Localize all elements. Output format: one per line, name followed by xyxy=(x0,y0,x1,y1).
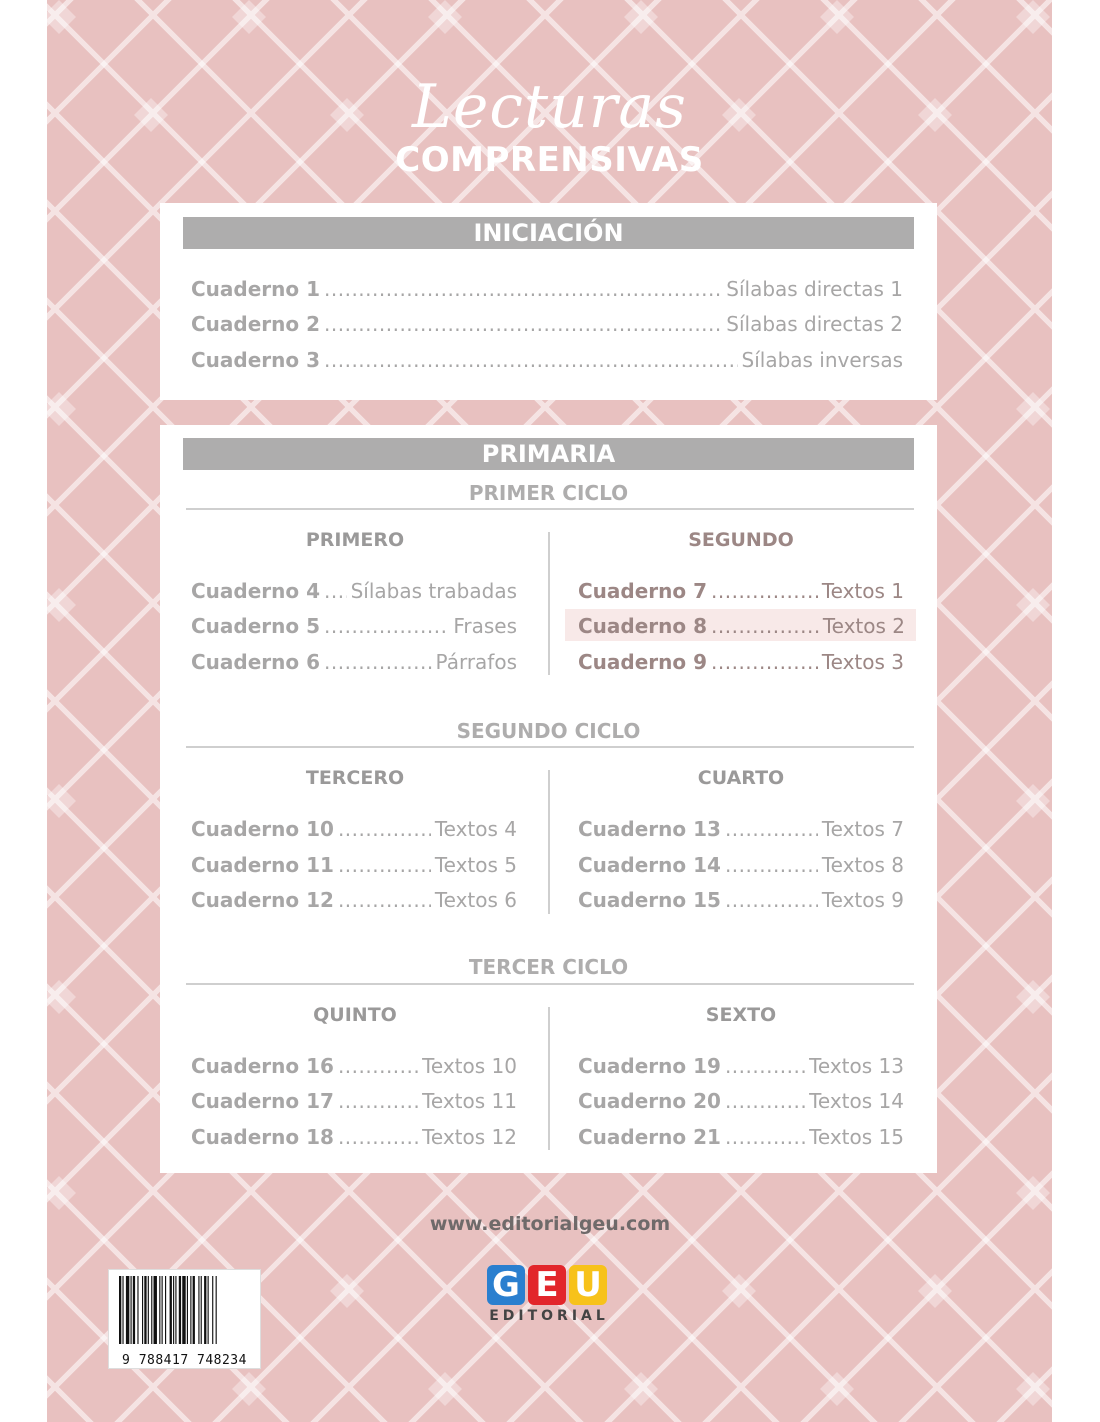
geu-editorial-logo xyxy=(487,1265,611,1324)
leader-dots xyxy=(324,277,722,301)
cycle-title: SEGUNDO CICLO xyxy=(456,719,641,743)
list-item-highlighted xyxy=(565,609,916,641)
logo-letter-u: U xyxy=(569,1265,607,1305)
decor-diamond xyxy=(1016,784,1050,818)
list-item xyxy=(578,650,904,674)
list-item xyxy=(191,312,903,336)
item-value: Textos 15 xyxy=(809,1125,904,1149)
decor-diamond xyxy=(624,1372,658,1406)
leader-dots xyxy=(338,817,431,841)
column-title: SEGUNDO xyxy=(688,529,794,551)
list-item xyxy=(578,853,904,877)
column-title: CUARTO xyxy=(697,767,785,789)
leader-dots xyxy=(324,579,347,603)
barcode-bar xyxy=(182,1276,185,1344)
item-value: Sílabas directas 1 xyxy=(726,277,903,301)
barcode-bar xyxy=(122,1276,123,1344)
publisher-website[interactable]: www.editorialgeu.com xyxy=(429,1213,671,1235)
leader-dots xyxy=(711,614,819,638)
item-value: Textos 13 xyxy=(809,1054,904,1078)
barcode-bar xyxy=(131,1276,132,1344)
item-value: Textos 6 xyxy=(434,888,517,912)
series-title-script: Lecturas xyxy=(412,72,687,142)
decor-diamond xyxy=(47,392,76,426)
item-label: Cuaderno 5 xyxy=(191,614,321,638)
decor-diamond xyxy=(1016,392,1050,426)
leader-dots xyxy=(725,1054,805,1078)
item-label: Cuaderno 11 xyxy=(191,853,334,877)
item-label: Cuaderno 3 xyxy=(191,348,321,372)
barcode-bar xyxy=(142,1276,143,1344)
barcode-bar xyxy=(165,1276,166,1344)
barcode-bar xyxy=(179,1276,181,1344)
item-label: Cuaderno 9 xyxy=(578,650,708,674)
item-label: Cuaderno 13 xyxy=(578,817,721,841)
barcode-bar xyxy=(190,1276,191,1344)
barcode-bar xyxy=(144,1276,146,1344)
leader-dots xyxy=(725,1125,805,1149)
isbn-barcode xyxy=(108,1269,261,1369)
list-item xyxy=(191,1054,517,1078)
barcode-bar xyxy=(204,1276,206,1344)
item-label: Cuaderno 4 xyxy=(191,579,321,603)
list-item xyxy=(578,579,904,603)
column-divider xyxy=(548,1007,550,1150)
iniciacion-heading: INICIACIÓN xyxy=(183,217,914,249)
decor-diamond xyxy=(47,0,76,34)
leader-dots xyxy=(338,888,431,912)
column-title: PRIMERO xyxy=(305,529,405,551)
list-item xyxy=(191,277,903,301)
item-label: Cuaderno 18 xyxy=(191,1125,334,1149)
logo-letter-e: E xyxy=(528,1265,566,1305)
item-value: Textos 8 xyxy=(821,853,904,877)
barcode-bar xyxy=(162,1276,163,1344)
item-value: Textos 2 xyxy=(822,614,905,638)
list-item xyxy=(191,614,517,638)
column-title: SEXTO xyxy=(705,1004,777,1026)
list-item xyxy=(191,888,517,912)
list-item xyxy=(191,650,517,674)
barcode-bar xyxy=(170,1276,172,1344)
list-item xyxy=(578,817,904,841)
barcode-bar xyxy=(175,1276,176,1344)
leader-dots xyxy=(338,1054,418,1078)
divider xyxy=(186,508,914,510)
decor-diamond xyxy=(330,1274,364,1308)
leader-dots xyxy=(338,853,431,877)
decor-diamond xyxy=(428,1372,462,1406)
item-label: Cuaderno 16 xyxy=(191,1054,334,1078)
item-label: Cuaderno 2 xyxy=(191,312,321,336)
barcode-bar xyxy=(151,1276,152,1344)
logo-letter-g: G xyxy=(487,1265,525,1305)
item-label: Cuaderno 14 xyxy=(578,853,721,877)
list-item xyxy=(191,853,517,877)
item-value: Textos 10 xyxy=(422,1054,517,1078)
barcode-bar xyxy=(212,1276,213,1344)
item-value: Textos 9 xyxy=(821,888,904,912)
item-value: Textos 7 xyxy=(821,817,904,841)
leader-dots xyxy=(725,1089,805,1113)
decor-diamond xyxy=(624,0,658,34)
list-item xyxy=(191,579,517,603)
decor-diamond xyxy=(1016,588,1050,622)
barcode-bar xyxy=(154,1276,157,1344)
list-item xyxy=(191,348,903,372)
leader-dots xyxy=(338,1089,418,1113)
barcode-bar xyxy=(137,1276,138,1344)
item-label: Cuaderno 1 xyxy=(191,277,321,301)
leader-dots xyxy=(324,650,432,674)
list-item xyxy=(191,817,517,841)
primaria-panel xyxy=(160,425,937,1173)
decor-diamond xyxy=(820,1372,854,1406)
barcode-bar xyxy=(126,1276,129,1344)
logo-subtitle: EDITORIAL xyxy=(489,1308,609,1324)
item-value: Textos 11 xyxy=(422,1089,517,1113)
barcode-bar xyxy=(159,1276,160,1344)
cycle-title: PRIMER CICLO xyxy=(468,481,629,505)
back-cover xyxy=(47,0,1052,1422)
list-item xyxy=(578,1054,904,1078)
item-value: Textos 1 xyxy=(821,579,904,603)
decor-diamond xyxy=(1016,0,1050,34)
barcode-bar xyxy=(198,1276,199,1344)
cycle-title: TERCER CICLO xyxy=(468,955,629,979)
barcode-bar xyxy=(201,1276,202,1344)
item-value: Frases xyxy=(453,614,517,638)
item-value: Textos 14 xyxy=(809,1089,904,1113)
item-label: Cuaderno 19 xyxy=(578,1054,721,1078)
list-item xyxy=(578,1089,904,1113)
leader-dots xyxy=(725,888,818,912)
logo-tiles xyxy=(487,1265,611,1305)
barcode-bar xyxy=(148,1276,149,1344)
decor-diamond xyxy=(47,784,76,818)
item-label: Cuaderno 21 xyxy=(578,1125,721,1149)
leader-dots xyxy=(324,312,722,336)
item-label: Cuaderno 10 xyxy=(191,817,334,841)
item-value: Textos 12 xyxy=(422,1125,517,1149)
decor-diamond xyxy=(1016,1176,1050,1210)
decor-diamond xyxy=(820,0,854,34)
list-item xyxy=(578,1125,904,1149)
list-item xyxy=(191,1089,517,1113)
item-label: Cuaderno 20 xyxy=(578,1089,721,1113)
barcode-bars xyxy=(109,1270,260,1350)
column-title: QUINTO xyxy=(313,1004,397,1026)
decor-diamond xyxy=(722,1274,756,1308)
item-label: Cuaderno 7 xyxy=(578,579,708,603)
list-item xyxy=(578,888,904,912)
series-title-bold: COMPRENSIVAS xyxy=(395,140,704,180)
decor-diamond xyxy=(47,588,76,622)
primaria-heading: PRIMARIA xyxy=(183,438,914,470)
item-label: Cuaderno 17 xyxy=(191,1089,334,1113)
item-label: Cuaderno 12 xyxy=(191,888,334,912)
item-value: Textos 4 xyxy=(434,817,517,841)
isbn-number: 9 788417 748234 xyxy=(122,1353,247,1368)
leader-dots xyxy=(324,614,449,638)
item-label: Cuaderno 6 xyxy=(191,650,321,674)
leader-dots xyxy=(711,579,818,603)
item-value: Textos 3 xyxy=(821,650,904,674)
item-value: Textos 5 xyxy=(434,853,517,877)
leader-dots xyxy=(338,1125,418,1149)
leader-dots xyxy=(725,817,818,841)
leader-dots xyxy=(725,853,818,877)
divider xyxy=(186,746,914,748)
decor-diamond xyxy=(918,1274,952,1308)
barcode-bar xyxy=(208,1276,209,1344)
decor-diamond xyxy=(232,0,266,34)
column-divider xyxy=(548,532,550,675)
decor-diamond xyxy=(428,0,462,34)
item-value: Sílabas trabadas xyxy=(350,579,517,603)
item-value: Sílabas directas 2 xyxy=(726,312,903,336)
divider xyxy=(186,983,914,985)
list-item xyxy=(191,1125,517,1149)
leader-dots xyxy=(711,650,818,674)
barcode-bar xyxy=(187,1276,188,1344)
barcode-bar xyxy=(133,1276,135,1344)
item-value: Párrafos xyxy=(435,650,517,674)
decor-diamond xyxy=(47,980,76,1014)
leader-dots xyxy=(324,348,738,372)
decor-diamond xyxy=(1016,980,1050,1014)
decor-diamond xyxy=(232,1372,266,1406)
decor-diamond xyxy=(47,1176,76,1210)
item-label: Cuaderno 15 xyxy=(578,888,721,912)
barcode-bar xyxy=(216,1276,217,1344)
column-title: TERCERO xyxy=(305,767,405,789)
barcode-bar xyxy=(193,1276,195,1344)
item-value: Sílabas inversas xyxy=(741,348,903,372)
item-label: Cuaderno 8 xyxy=(578,614,708,638)
decor-diamond xyxy=(1016,1372,1050,1406)
iniciacion-panel xyxy=(160,203,937,400)
column-divider xyxy=(548,770,550,914)
barcode-bar xyxy=(173,1276,174,1344)
barcode-bar xyxy=(119,1276,121,1344)
